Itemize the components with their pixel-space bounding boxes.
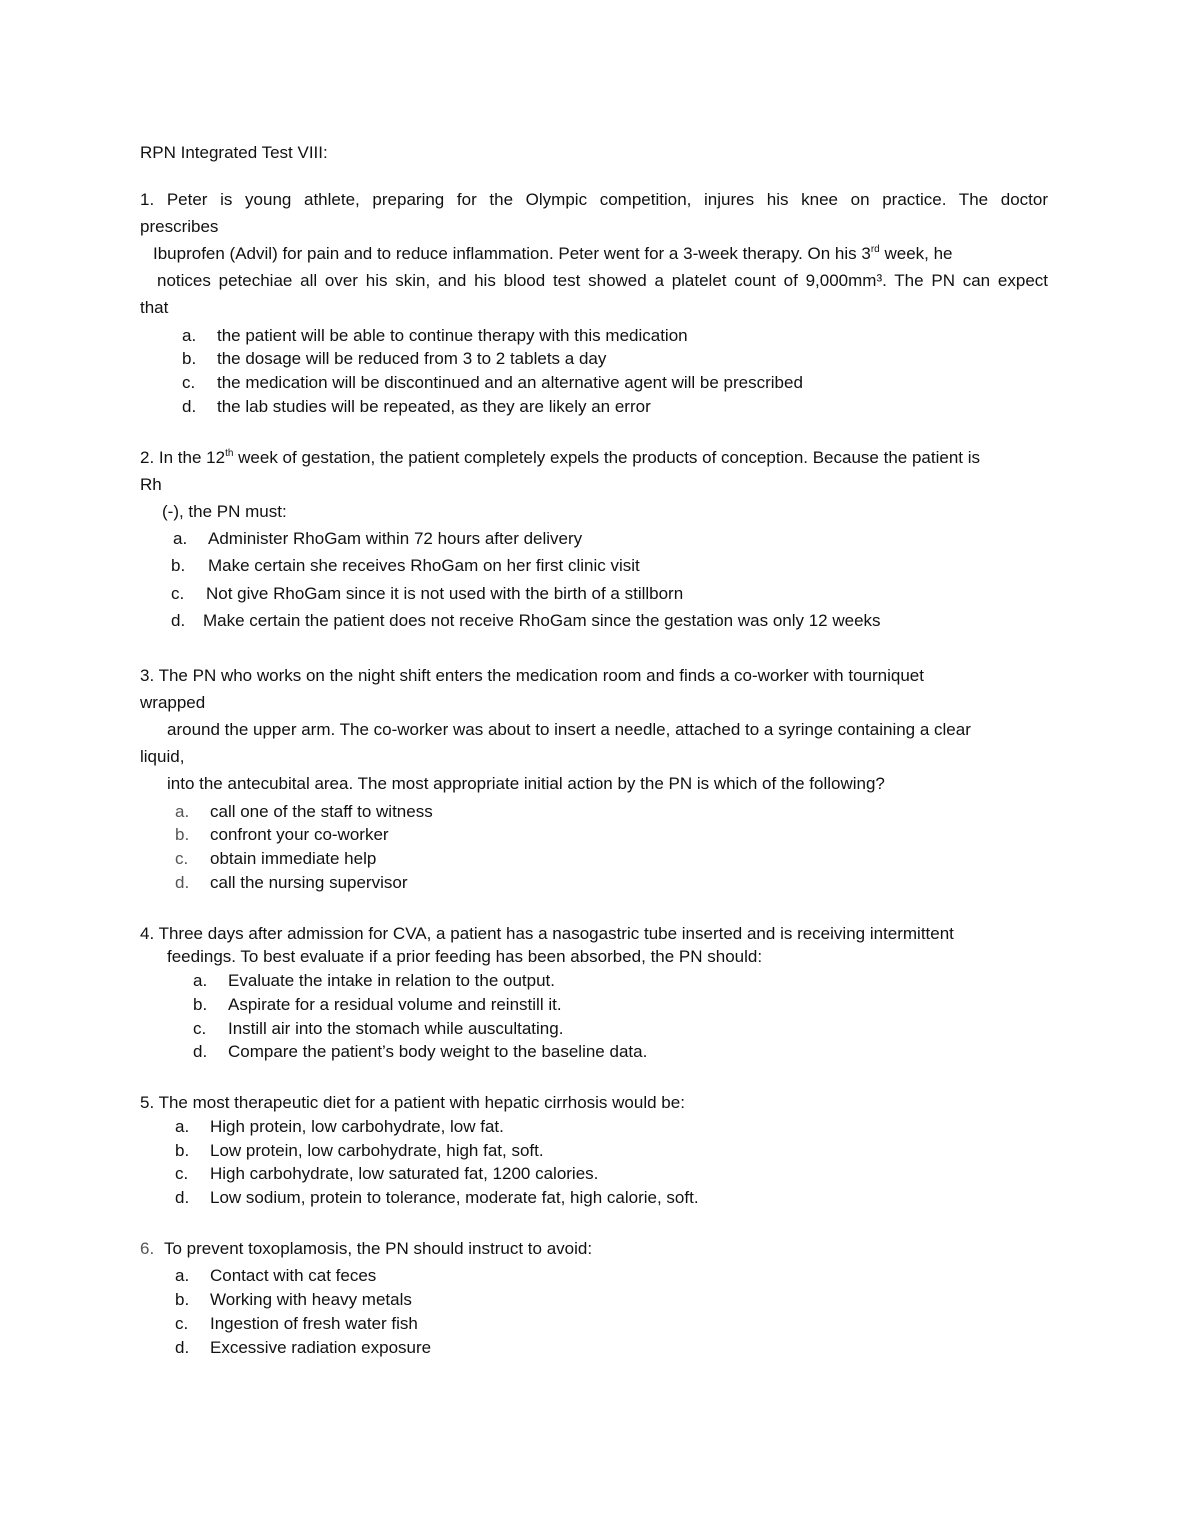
- question-text-line: (-), the PN must:: [162, 502, 287, 521]
- question-text-line: Ibuprofen (Advil) for pain and to reduce inflammation. Peter went for a 3-week therapy. On his 3rd week, he: [153, 244, 953, 263]
- question-text-line: 1. Peter is young athlete, preparing for the Olympic competition, injures his knee on practice. The doctor: [140, 190, 1048, 209]
- question-text-line: around the upper arm. The co-worker was about to insert a needle, attached to a syringe containing a clear: [167, 720, 971, 739]
- question-number: 6.: [140, 1239, 155, 1258]
- question-text-line: wrapped: [140, 693, 206, 712]
- question-text-line: 4. Three days after admission for CVA, a patient has a nasogastric tube inserted and is receiving intermittent: [140, 924, 954, 943]
- question-text-line: 5. The most therapeutic diet for a patient with hepatic cirrhosis would be:: [140, 1093, 685, 1112]
- question-text-line: liquid,: [140, 747, 185, 766]
- question-text-line: 3. The PN who works on the night shift enters the medication room and finds a co-worker with tourniquet: [140, 666, 924, 685]
- question-text-line: into the antecubital area. The most appropriate initial action by the PN is which of the following?: [167, 774, 885, 793]
- superscript: rd: [870, 244, 880, 255]
- superscript: th: [225, 448, 234, 459]
- document-page: RPN Integrated Test VIII: 1. Peter is young athlete, preparing for the Olympic competition, injures his knee on practice. The doctor prescribes Ibuprofen (Advil) for pain and to reduce inflammation. Peter went for a 3-week therapy. On his 3rd week, he notices petechiae all over his skin, and his blood test showed a platelet count of 9,000mm³. The PN can expect that a. the patient will be able to continue therapy with this medication b. the dosage will be reduced from 3 to 2 tablets a day c. the medication will be discontinued and an alternative agent will be prescribed d. the lab studies will be repeated, as they are likely an error 2. In the 12th week of gestation, the patient completely expels the products of conception. Because the patient is Rh (-), the PN must: a. Administer RhoGam within 72 hours after delivery b. Make certain she receives RhoGam on her first clinic visit c. Not give RhoGam since it is not used with the birth of a stillborn d. Make certain the patient does not receive RhoGam since the gestation was only 12 weeks 3. The PN who works on the night shift enters the medication room and finds a co-worker with tourniquet wrapped around the upper arm. The co-worker was about to insert a needle, attached to a syringe containing a clear liquid, into the antecubital area. The most appropriate initial action by the PN is which of the following? a. call one of the staff to witness b. confront your co-worker c. obtain immediate help d. call the nursing supervisor 4. Three days after admission for CVA, a patient has a nasogastric tube inserted and is receiving intermittent feedings. To best evaluate if a prior feeding has been absorbed, the PN should: a. Evaluate the intake in relation to the output. b. Aspirate for a residual volume and reinstill it. c. Instill air into the stomach while auscultating. d. Compare the patient’s body weight to the baseline data. 5. The most therapeutic diet for a patient with hepatic cirrhosis would be: a. High protein, low carbohydrate, low fat. b. Low protein, low carbohydrate, high fat, soft. c. High carbohydrate, low saturated fat, 1200 calories. d. Low sodium, protein to tolerance, moderate fat, high calorie, soft. 6. To prevent toxoplamosis, the PN should instruct to avoid: a. Contact with cat feces b. Working with heavy metals c. Ingestion of fresh water fish d. Excessive radiation exposure: [140, 143, 1048, 1357]
- question-text-line: prescribes: [140, 217, 219, 236]
- question-text-line: Rh: [140, 475, 162, 494]
- page-title: RPN Integrated Test VIII:: [140, 143, 328, 162]
- question-text-line: notices petechiae all over his skin, and his blood test showed a platelet count of 9,000mm³. The PN can expect: [157, 271, 1048, 290]
- question-text-line: that: [140, 298, 169, 317]
- question-text-line: 6. To prevent toxoplamosis, the PN should instruct to avoid:: [140, 1239, 593, 1258]
- question-text-line: 2. In the 12th week of gestation, the patient completely expels the products of conception. Because the patient is: [140, 448, 980, 467]
- question-text-line: feedings. To best evaluate if a prior feeding has been absorbed, the PN should:: [167, 947, 763, 966]
